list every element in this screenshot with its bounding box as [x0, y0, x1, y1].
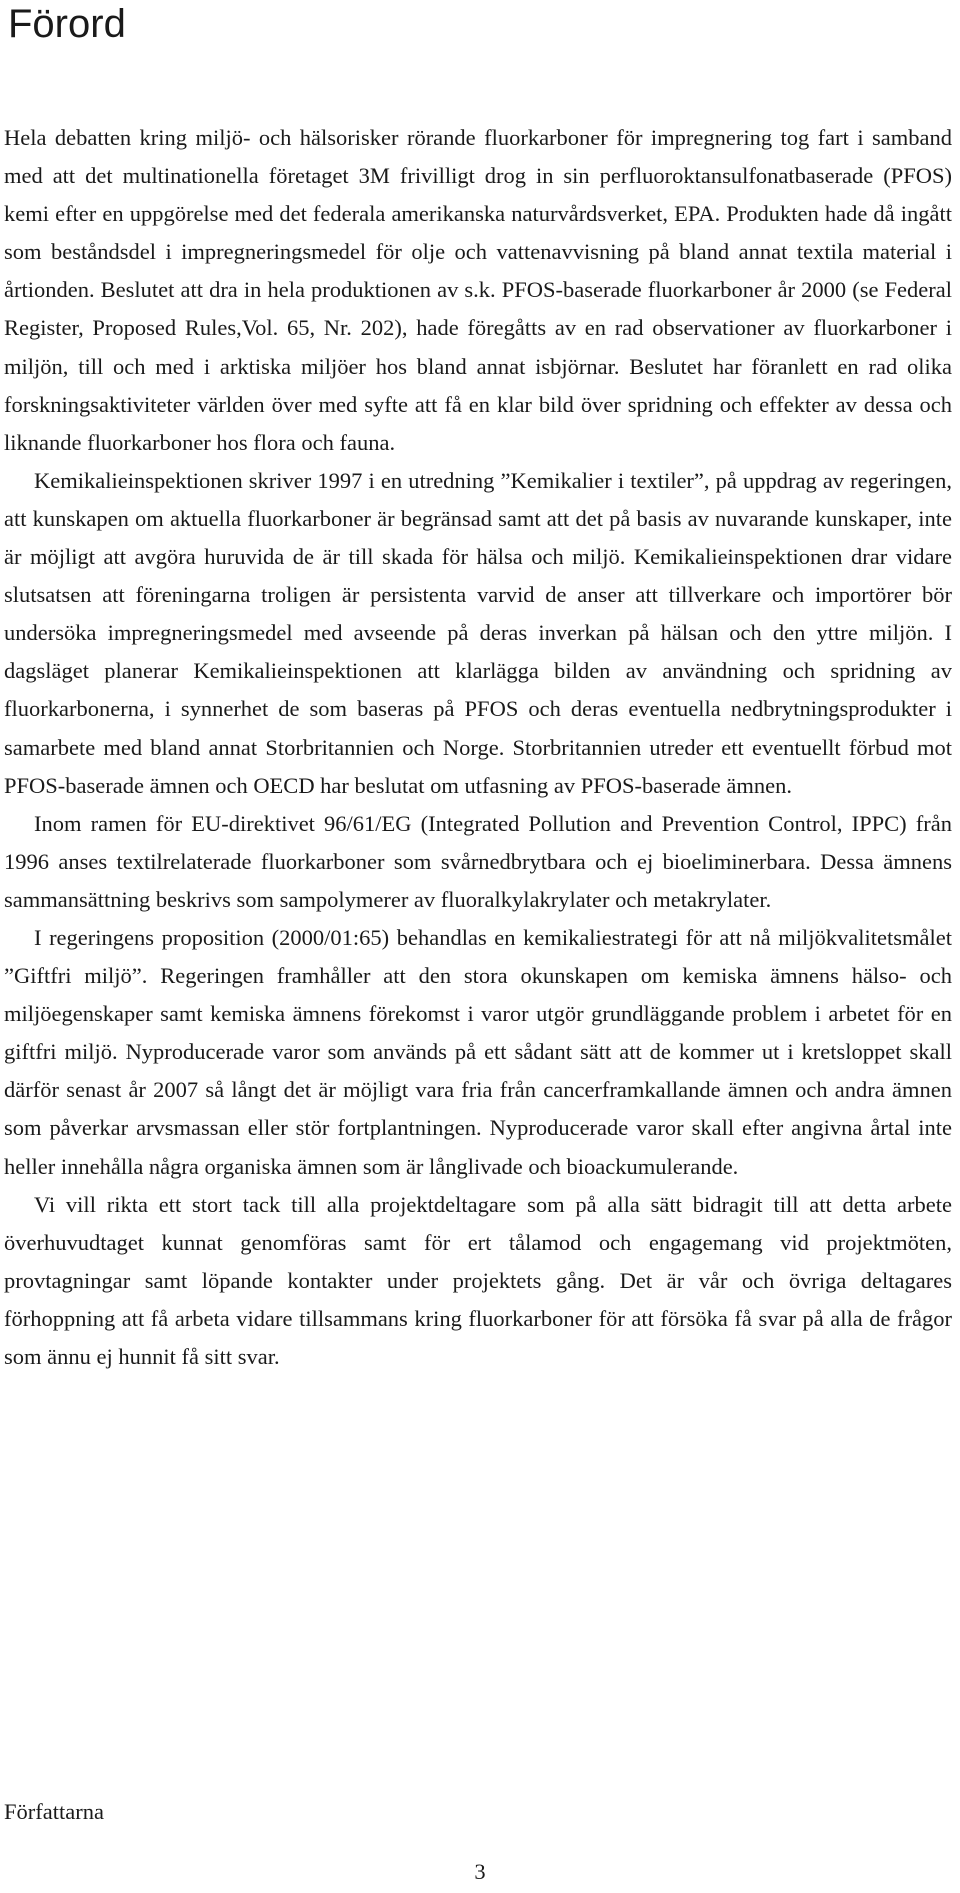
body-text: [4, 119, 952, 1376]
signature: Författarna: [4, 1799, 104, 1824]
paragraph-2: Kemikalieinspektionen skriver 1997 i en utredning ”Kemikalier i textiler”, på uppdrag av regeringen, att kunskapen om aktuella fluorkarboner är begränsad samt att det på basis av nuvarande kunskaper, inte är möjligt att avgöra huruvida de är till skada för hälsa och miljö. Kemikalieinspektionen drar vidare slutsatsen att föreningarna troligen är persistenta varvid de anser att tillverkare och importörer bör undersöka impregneringsmedel med avseende på deras inverkan på hälsan och den yttre miljön. I dagsläget planerar Kemikalieinspektionen att klarlägga bilden av användning och spridning av fluorkarbonerna, i synnerhet de som baseras på PFOS och deras eventuella nedbrytningsprodukter i samarbete med bland annat Storbritannien och Norge. Storbritannien utreder ett eventuellt förbud mot PFOS-baserade ämnen och OECD har beslutat om utfasning av PFOS-baserade ämnen.: [4, 467, 952, 798]
page-number: 3: [474, 1859, 486, 1884]
paragraph-3: Inom ramen för EU-direktivet 96/61/EG (Integrated Pollution and Prevention Control, IPPC) från 1996 anses textilrelaterade fluorkarboner som svårnedbrytbara och ej bioeliminerbara. Dessa ämnens sammansättning beskrivs som sampolymerer av fluoralkylakrylater och metakrylater.: [4, 810, 952, 912]
paragraph-1: Hela debatten kring miljö- och hälsorisker rörande fluorkarboner för impregnering tog fart i samband med att det multinationella företaget 3M frivilligt drog in sin perfluoroktansulfonatbaserade (PFOS) kemi efter en uppgörelse med det federala amerikanska naturvårdsverket, EPA. Produkten hade då ingått som beståndsdel i impregneringsmedel för olje och vattenavvisning på bland annat textila material i årtionden. Beslutet att dra in hela produktionen av s.k. PFOS-baserade fluorkarboner år 2000 (se Federal Register, Proposed Rules,Vol. 65, Nr. 202), hade föregåtts av en rad observationer av fluorkarboner i miljön, till och med i arktiska miljöer hos bland annat isbjörnar. Beslutet har föranlett en rad olika forskningsaktiviteter världen över med syfte att få en klar bild över spridning och effekter av dessa och liknande fluorkarboner hos flora och fauna.: [4, 125, 952, 455]
page-title: Förord: [8, 2, 126, 46]
paragraph-5: Vi vill rikta ett stort tack till alla projektdeltagare som på alla sätt bidragit till att detta arbete överhuvudtaget kunnat genomföras samt för ert tålamod och engagemang vid projektmöten, provtagningar samt löpande kontakter under projektets gång. Det är vår och övriga deltagares förhoppning att få arbeta vidare tillsammans kring fluorkarboner för att försöka få svar på alla de frågor som ännu ej hunnit få sitt svar.: [4, 1191, 952, 1369]
paragraph-4: I regeringens proposition (2000/01:65) behandlas en kemikaliestrategi för att nå miljökvalitetsmålet ”Giftfri miljö”. Regeringen framhåller att den stora okunskapen om kemiska ämnens hälso- och miljöegenskaper samt kemiska ämnens förekomst i varor utgör grundläggande problem i arbetet för en giftfri miljö. Nyproducerade varor som används på ett sådant sätt att de kommer ut i kretsloppet skall därför senast år 2007 så långt det är möjligt vara fria från cancerframkallande ämnen och andra ämnen som påverkar arvsmassan eller stör fortplantningen. Nyproducerade varor skall efter angivna årtal inte heller innehålla några organiska ämnen som är långlivade och bioackumulerande.: [4, 924, 952, 1179]
